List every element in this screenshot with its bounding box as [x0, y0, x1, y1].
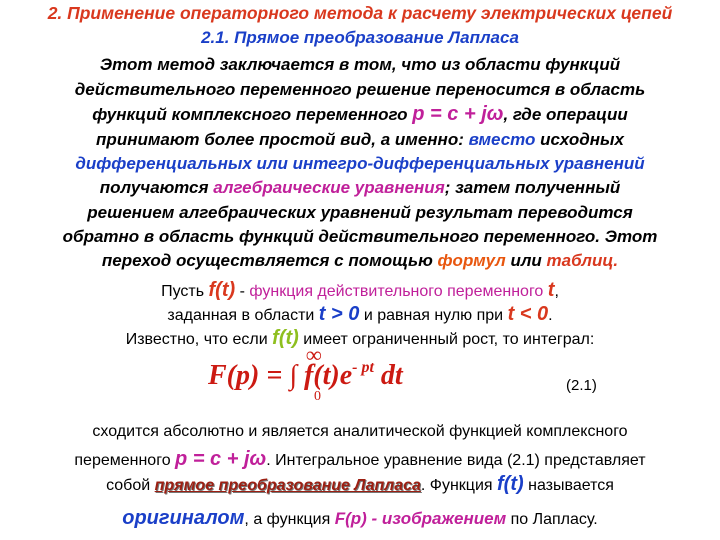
para2-line3	[0, 328, 720, 348]
formula-differential: dt	[380, 360, 403, 391]
text: функций комплексного переменного	[92, 105, 408, 124]
text: .	[548, 307, 553, 324]
equation-number: (2.1)	[566, 377, 597, 394]
highlight-algebraic: алгебраические уравнения	[213, 178, 445, 197]
integral-lower-limit: 0	[314, 389, 321, 404]
para2-line1	[0, 280, 720, 300]
para1-line5: дифференциальных или интегро-дифференциальных уравнений	[75, 154, 645, 173]
para1-line8: обратно в область функций действительного переменного. Этот	[62, 227, 658, 246]
integral-upper-limit: ∞	[306, 342, 322, 367]
text: ,	[554, 283, 559, 300]
text: или	[510, 251, 542, 270]
text: и равная нулю при	[363, 307, 504, 324]
formula-main: F(p) = ∫ f(t)e	[208, 360, 353, 391]
formula-expression	[208, 360, 403, 390]
text: называется	[528, 477, 614, 494]
highlight-formulas: формул	[437, 251, 506, 270]
slide-title: 2. Применение операторного метода к расчету электрических цепей	[47, 3, 673, 23]
condition-t-negative: t < 0	[507, 303, 549, 325]
text: , где операции	[503, 105, 628, 124]
text: переход осуществляется с помощью	[101, 251, 433, 270]
para1-line6	[0, 179, 720, 196]
highlight-direct-laplace: прямое преобразование Лапласа	[154, 477, 421, 494]
text: заданная в области	[167, 307, 315, 324]
highlight-instead: вместо	[468, 130, 536, 149]
highlight-tables: таблиц.	[546, 251, 619, 270]
laplace-formula	[208, 342, 528, 406]
complex-variable: p = c + jω	[412, 103, 504, 125]
text: собой	[106, 477, 151, 494]
text: получаются	[99, 178, 209, 197]
para3-line1: сходится абсолютно и является аналитической функцией комплексного	[92, 423, 628, 440]
function-f-t: f(t)	[208, 279, 236, 301]
text: по Лапласу.	[510, 511, 598, 528]
text: имеет ограниченный рост, то интеграл:	[303, 331, 595, 348]
highlight-image: F(p) - изображением	[334, 509, 507, 528]
text: . Функция	[420, 477, 493, 494]
para3-line4	[0, 508, 720, 528]
text: принимают более простой вид, а именно:	[96, 130, 464, 149]
para1-line3	[0, 104, 720, 124]
text: . Интегральное уравнение вида (2.1) представляет	[266, 452, 646, 469]
text: -	[239, 283, 245, 300]
variable-t: t	[547, 279, 555, 301]
function-f-t: f(t)	[497, 473, 524, 495]
complex-variable: p = c + jω	[175, 448, 267, 470]
para1-line7: решением алгебраических уравнений результат переводится	[87, 203, 633, 222]
formula-exponent: - pt	[352, 359, 374, 376]
text: Известно, что если	[125, 331, 268, 348]
section-subtitle: 2.1. Прямое преобразование Лапласа	[201, 28, 519, 47]
condition-t-positive: t > 0	[318, 303, 360, 325]
text: ; затем полученный	[444, 178, 621, 197]
para1-line9	[0, 252, 720, 269]
text: переменного	[74, 452, 171, 469]
para3-line2	[0, 449, 720, 469]
highlight-real-function: функция действительного переменного	[249, 283, 544, 300]
para2-line2	[0, 304, 720, 324]
function-f-t: f(t)	[272, 327, 299, 349]
para1-line2: действительного переменного решение переносится в область	[74, 80, 646, 99]
text: Пусть	[161, 283, 205, 300]
text: исходных	[540, 130, 624, 149]
para1-line1: Этот метод заключается в том, что из области функций	[99, 55, 621, 74]
text: , а функция	[244, 511, 331, 528]
para3-line3	[0, 474, 720, 494]
para1-line4	[0, 131, 720, 148]
highlight-original: оригиналом	[122, 507, 245, 529]
